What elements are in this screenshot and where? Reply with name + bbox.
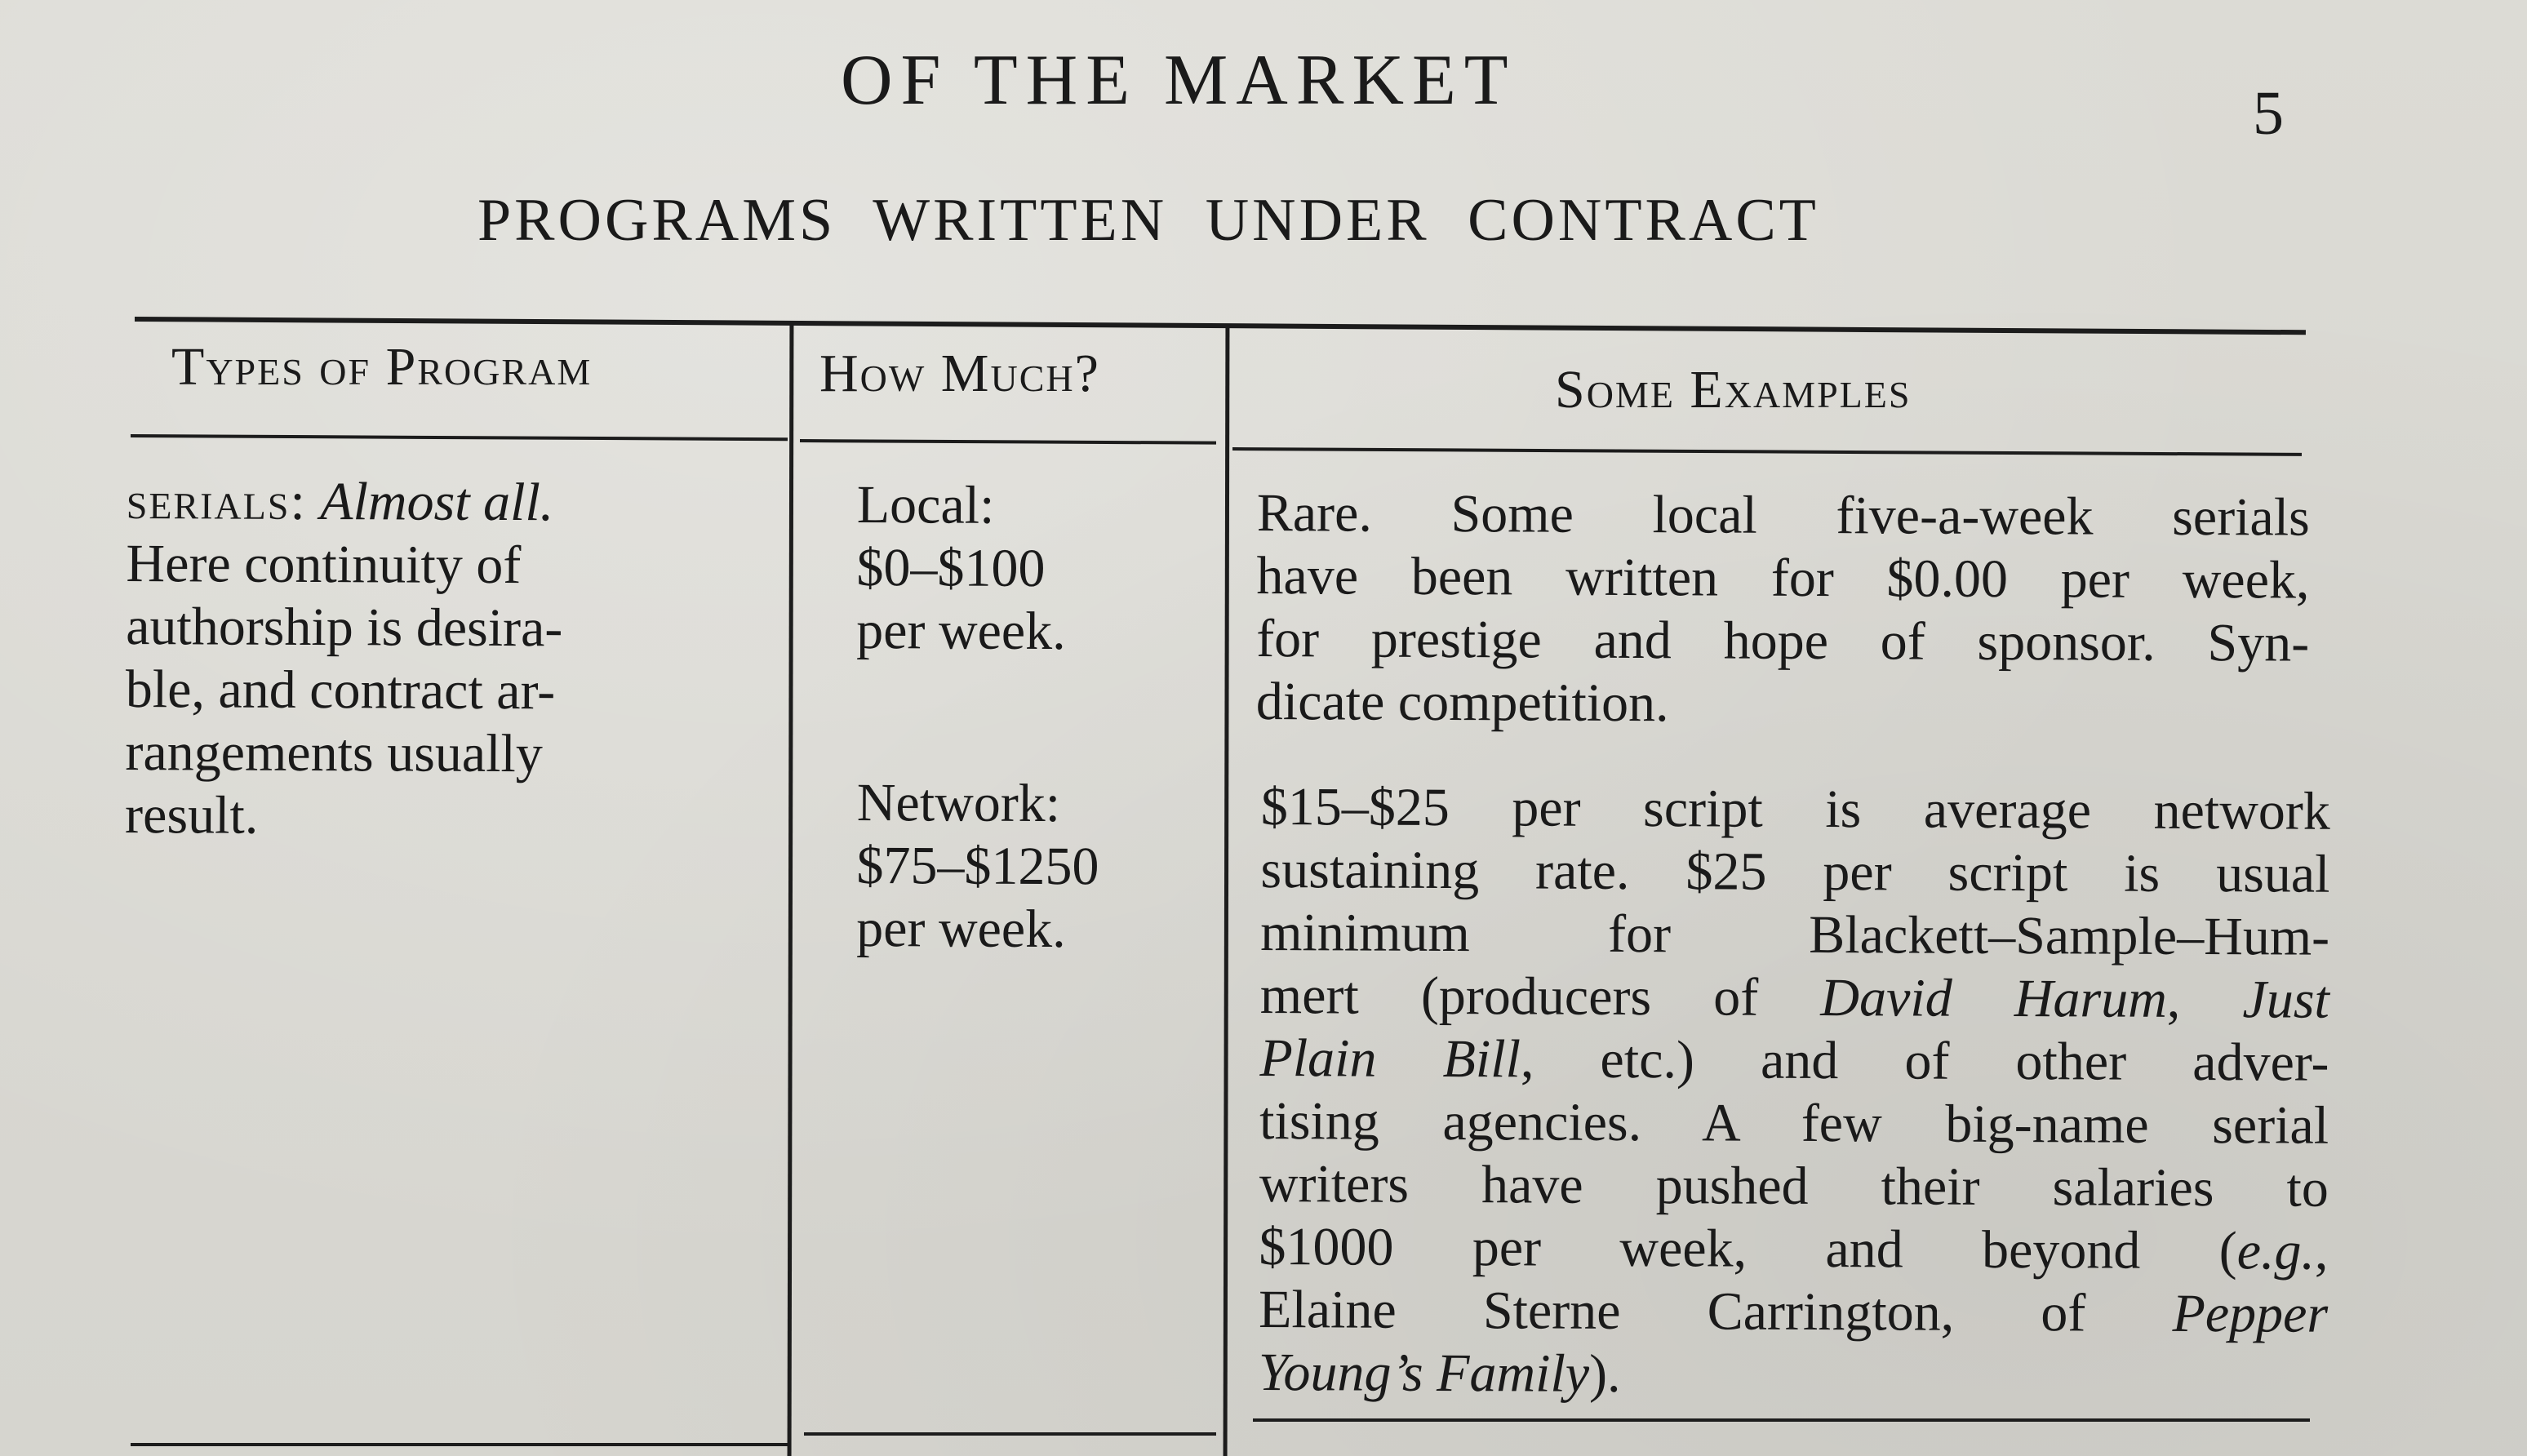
column-header-types: Types of Program xyxy=(171,337,593,397)
text-line: result. xyxy=(124,784,259,846)
program-type-first-line xyxy=(127,469,771,535)
text-line: Network: xyxy=(856,773,1061,834)
text-line: Here continuity of xyxy=(126,533,522,596)
table-top-rule xyxy=(135,317,2306,335)
cell-local-rate xyxy=(856,473,1216,664)
text-line: minimum for Blackett–Sample–Hum- xyxy=(1260,902,2330,967)
text-line: for prestige and hope of sponsor. Syn- xyxy=(1256,608,2310,673)
column-divider-1 xyxy=(788,321,794,1456)
text-line xyxy=(1259,1278,2328,1346)
title-young-family: Young’s Family xyxy=(1258,1342,1590,1404)
title-david-harum: David Harum xyxy=(1820,967,2168,1029)
text-line: writers have pushed their salaries to xyxy=(1259,1153,2329,1219)
text-line: authorship is desira- xyxy=(126,596,563,659)
text-line xyxy=(1259,1027,2329,1094)
text-line: $75–$1250 xyxy=(856,835,1099,897)
text-run: $1000 per week, and beyond ( xyxy=(1259,1216,2237,1281)
page-number: 5 xyxy=(2253,79,2284,148)
text-line xyxy=(1260,964,2329,1032)
header-rule-types xyxy=(131,434,788,441)
abbrev-eg: e.g. xyxy=(2236,1221,2316,1281)
text-line: dicate competition. xyxy=(1255,671,1669,734)
row-bottom-rule-examples xyxy=(1253,1418,2310,1422)
column-header-how-much: How Much? xyxy=(819,344,1100,403)
cell-example-network xyxy=(1259,775,2330,1409)
text-line: have been written for $0.00 per week, xyxy=(1256,545,2310,610)
text-line xyxy=(1259,1215,2328,1283)
text-run: , xyxy=(2314,1221,2329,1281)
cell-example-local xyxy=(1256,482,2310,738)
column-divider-2 xyxy=(1224,328,1230,1456)
text-line: per week. xyxy=(856,898,1066,960)
text-line: $0–$100 xyxy=(856,537,1046,599)
text-run: mert (producers of xyxy=(1259,965,1821,1028)
text-line: sustaining rate. $25 per script is usual xyxy=(1260,839,2330,904)
text-line: Local: xyxy=(856,475,995,535)
row-bottom-rule-types xyxy=(131,1443,788,1446)
text-line: per week. xyxy=(856,600,1066,662)
cell-program-type xyxy=(125,469,771,849)
column-header-examples: Some Examples xyxy=(1555,360,1912,419)
title-plain-bill: Plain Bill xyxy=(1259,1028,1521,1090)
text-line: tising agencies. A few big-name serial xyxy=(1259,1090,2329,1156)
header-rule-how-much xyxy=(800,439,1216,445)
title-pepper: Pepper xyxy=(2172,1283,2329,1344)
text-line: $15–$25 per script is average network xyxy=(1260,777,2330,841)
row-bottom-rule-how-much xyxy=(804,1432,1216,1436)
text-line: Rare. Some local five-a-week serials xyxy=(1256,483,2310,548)
text-line: ble, and contract ar- xyxy=(125,659,556,721)
table-title: PROGRAMS WRITTEN UNDER CONTRACT xyxy=(477,187,1819,254)
text-run: Elaine Sterne Carrington, of xyxy=(1258,1279,2173,1343)
text-run: ). xyxy=(1588,1343,1621,1404)
title-just: Just xyxy=(2242,970,2329,1030)
program-type-label: serials: xyxy=(126,471,307,531)
text-run: , etc.) and of other adver- xyxy=(1520,1029,2329,1093)
text-line xyxy=(1259,1341,2328,1409)
text-line: rangements usually xyxy=(125,721,544,784)
cell-network-rate xyxy=(856,771,1216,961)
text-run: , xyxy=(2166,969,2243,1030)
program-type-emphasis: Almost all. xyxy=(320,472,554,533)
header-rule-examples xyxy=(1232,447,2302,456)
running-head: OF THE MARKET xyxy=(841,41,1517,120)
